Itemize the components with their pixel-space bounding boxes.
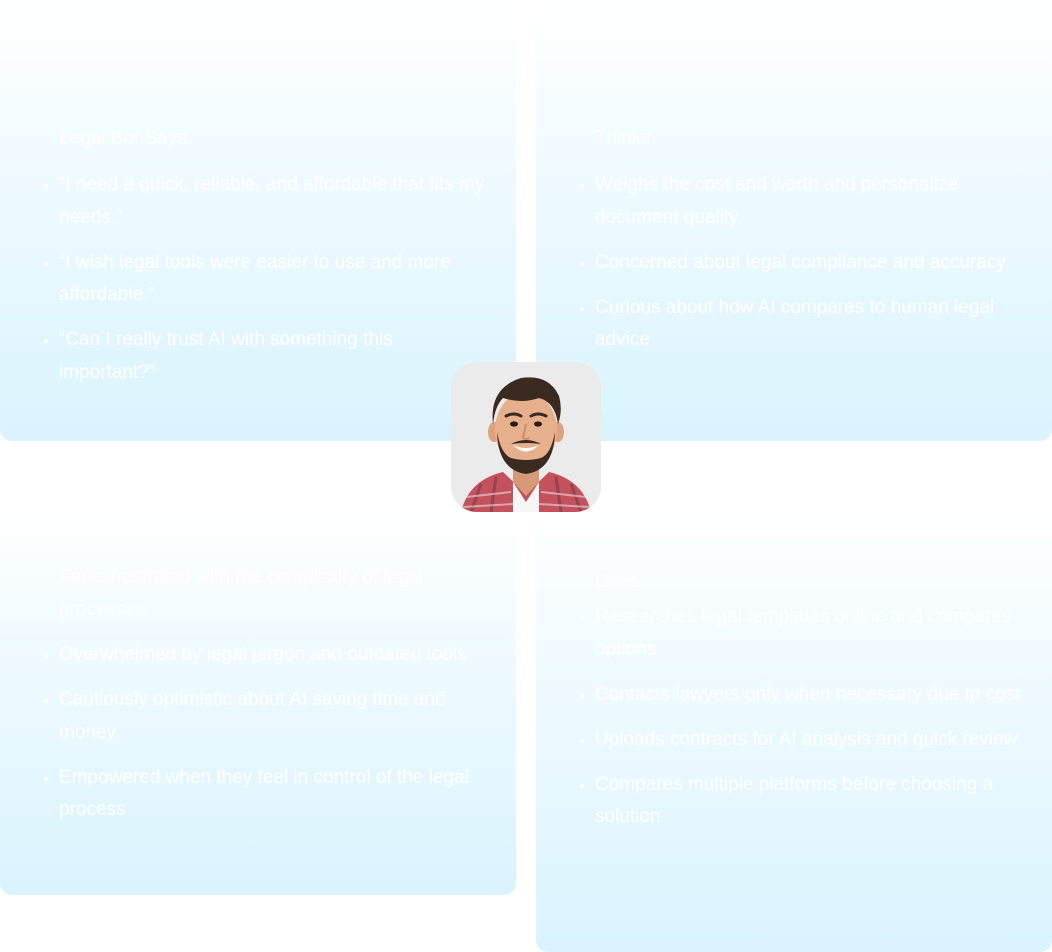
- feels-quadrant: [0, 500, 516, 895]
- list-item: • Curious about how AI compares to human legal advice: [595, 292, 1022, 357]
- list-item: • Compares multiple platforms before choosing a solution: [595, 769, 1022, 834]
- says-list: [59, 169, 486, 402]
- feels-list: [59, 639, 486, 839]
- does-quadrant: [536, 500, 1052, 952]
- thinks-list: [595, 169, 1022, 369]
- list-item: • “I wish legal tools were easier to use and more affordable.”: [59, 247, 486, 312]
- list-item: • Cautiously optimistic about AI saving time and money: [59, 684, 486, 749]
- list-item: • Empowered when they feel in control of the legal process: [59, 762, 486, 827]
- does-list: [595, 601, 1022, 846]
- list-item: • Weighs the cost and worth and personalize document quality: [595, 169, 1022, 234]
- thinks-quadrant: [536, 0, 1052, 441]
- list-item: • Overwhelmed by legal jargon and outdated tools: [59, 639, 486, 672]
- thinks-title: Thinks: [595, 128, 651, 149]
- list-item: • Contacts lawyers only when necessary due to cost: [595, 679, 1022, 712]
- user-portrait-icon: [451, 362, 601, 512]
- does-title: Does: [595, 571, 640, 592]
- avatar: [451, 362, 601, 512]
- list-item: • Concerned about legal compliance and accuracy: [595, 247, 1022, 280]
- list-item: • “Can I really trust AI with something this important?”: [59, 324, 486, 389]
- feels-title: Feels frustrated with the complexity of legal processes: [59, 567, 424, 620]
- says-title: Legal Bot Says: [59, 128, 187, 149]
- list-item: • “I need a quick, reliable, and affordable that fits my needs.”: [59, 169, 486, 234]
- says-quadrant: [0, 0, 516, 441]
- list-item: • Researches legal templates online and compares options: [595, 601, 1022, 666]
- list-item: • Uploads contracts for AI analysis and quick review: [595, 724, 1022, 757]
